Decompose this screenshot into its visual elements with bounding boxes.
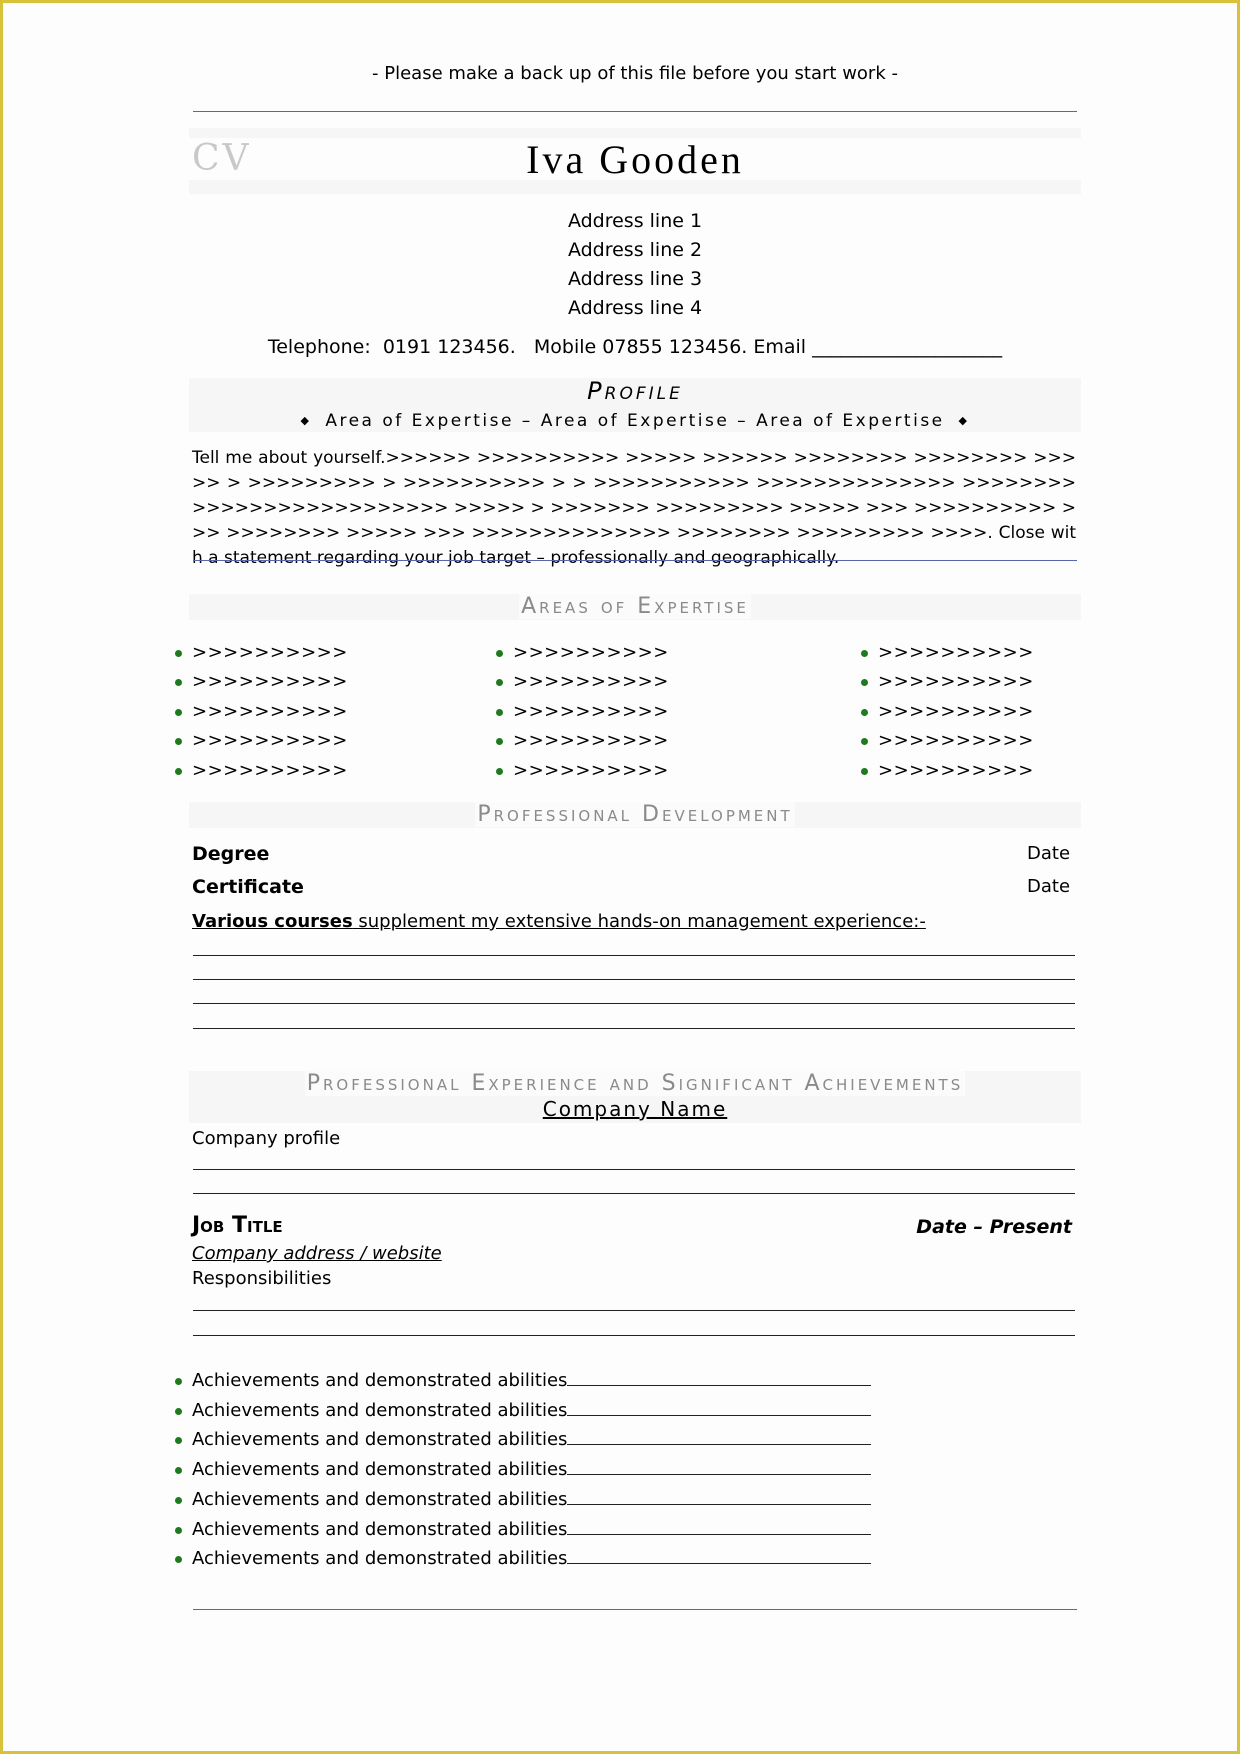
blank-line: [193, 1193, 1075, 1194]
expertise-item: >>>>>>>>>>: [192, 701, 348, 722]
expertise-item: >>>>>>>>>>: [878, 642, 1034, 663]
cv-label: CV: [192, 138, 252, 179]
diamond-icon-left: ◆: [300, 414, 312, 427]
courses-line: [192, 911, 926, 932]
diamond-icon-right: ◆: [958, 414, 970, 427]
address-block: [189, 207, 1081, 323]
expertise-item: >>>>>>>>>>: [513, 671, 669, 692]
company-name: Company Name: [542, 1097, 728, 1121]
profile-expertise-line: [189, 411, 1081, 431]
bullet-dot-icon: [175, 1378, 182, 1385]
bullet-dot-icon: [496, 650, 503, 657]
blank-line: [567, 1488, 871, 1505]
bullet-dot-icon: [175, 1467, 182, 1474]
expertise-item: >>>>>>>>>>: [513, 760, 669, 781]
bullet-dot-icon: [175, 768, 182, 775]
contact-line: Telephone: 0191 123456. Mobile 07855 123456. Email ____________________: [267, 336, 1003, 358]
achievement-text: Achievements and demonstrated abilities: [192, 1548, 568, 1570]
blank-line: [193, 1003, 1075, 1004]
bullet-dot-icon: [175, 709, 182, 716]
expertise-item: >>>>>>>>>>: [192, 760, 348, 781]
bullet-dot-icon: [175, 1437, 182, 1444]
areas-heading: Areas of Expertise: [521, 594, 749, 619]
address-line-1: Address line 1: [567, 210, 703, 232]
profile-text: Tell me about yourself.>>>>>> >>>>>>>>>> >>>>> >>>>>> >>>>>>>> >>>>>>>> >>>>> > >>>>>>>>> > >>>>>>>>>> > > >>>>>>>>>>> >>>>>>>>>>>>>> >>>>>>>>>>>>>>>>>>>>>>>>>> >>>>> > >>>>>>> >>>>>>>>> >>>>> >>> >>>>>>>>>> >>> >>>>>>>> >>>>> >>> >>>>>>>>>>>>>> >>>>>>>> >>>>>>>>> >>>>. Close with a statement regarding your job target – professionally and geographically.: [192, 448, 1076, 568]
degree-date: Date: [1027, 843, 1071, 864]
expertise-item: >>>>>>>>>>: [878, 701, 1034, 722]
bottom-rule: [193, 1609, 1077, 1610]
top-rule: [193, 111, 1077, 112]
blank-line: [567, 1547, 871, 1564]
blank-line: [193, 955, 1075, 956]
blank-line: [193, 1335, 1075, 1336]
degree-label: Degree: [192, 843, 270, 865]
expertise-item: >>>>>>>>>>: [513, 642, 669, 663]
expertise-item: >>>>>>>>>>: [192, 730, 348, 751]
development-heading-wrap: [189, 802, 1081, 827]
bullet-dot-icon: [861, 679, 868, 686]
expertise-item: >>>>>>>>>>: [513, 730, 669, 751]
achievement-item: [192, 1458, 871, 1480]
blank-line: [567, 1369, 871, 1386]
courses-rest: supplement my extensive hands-on management experience:-: [352, 911, 926, 932]
achievement-text: Achievements and demonstrated abilities: [192, 1429, 568, 1451]
blank-line: [193, 1310, 1075, 1311]
achievement-item: [192, 1369, 871, 1391]
bullet-dot-icon: [175, 679, 182, 686]
achievement-item: [192, 1399, 871, 1421]
bullet-dot-icon: [861, 738, 868, 745]
company-address: Company address / website: [192, 1243, 442, 1264]
bullet-dot-icon: [175, 738, 182, 745]
achievement-text: Achievements and demonstrated abilities: [192, 1399, 568, 1421]
achievement-text: Achievements and demonstrated abilities: [192, 1459, 568, 1481]
expertise-item: >>>>>>>>>>: [878, 760, 1034, 781]
expertise-item: >>>>>>>>>>: [513, 701, 669, 722]
bullet-dot-icon: [496, 679, 503, 686]
blank-line: [567, 1518, 871, 1535]
bullet-dot-icon: [496, 738, 503, 745]
bullet-dot-icon: [861, 709, 868, 716]
bullet-dot-icon: [175, 650, 182, 657]
development-heading: Professional Development: [477, 802, 793, 827]
courses-bold: Various courses: [192, 911, 353, 932]
expertise-item: >>>>>>>>>>: [192, 671, 348, 692]
bullet-dot-icon: [496, 768, 503, 775]
achievement-item: [192, 1428, 871, 1450]
candidate-name: Iva Gooden: [526, 137, 744, 182]
company-profile: Company profile: [192, 1128, 341, 1149]
address-line-2: Address line 2: [567, 239, 703, 261]
expertise-item: >>>>>>>>>>: [878, 671, 1034, 692]
certificate-label: Certificate: [192, 876, 304, 898]
achievement-text: Achievements and demonstrated abilities: [192, 1488, 568, 1510]
expertise-line-text: Area of Expertise – Area of Expertise – Area of Expertise: [325, 411, 945, 431]
profile-rule: [193, 560, 1077, 561]
bullet-dot-icon: [175, 1556, 182, 1563]
achievement-text: Achievements and demonstrated abilities: [192, 1370, 568, 1391]
bullet-dot-icon: [175, 1497, 182, 1504]
expertise-item: >>>>>>>>>>: [192, 642, 348, 663]
address-line-3: Address line 3: [567, 268, 703, 290]
address-line-4: Address line 4: [567, 297, 703, 319]
achievement-item: [192, 1488, 871, 1510]
bullet-dot-icon: [496, 709, 503, 716]
achievement-item: [192, 1547, 871, 1569]
bullet-dot-icon: [175, 1408, 182, 1415]
experience-heading: Professional Experience and Significant Achievements: [306, 1071, 964, 1096]
responsibilities: Responsibilities: [192, 1268, 332, 1289]
blank-line: [193, 1028, 1075, 1029]
achievement-item: [192, 1518, 871, 1540]
bullet-dot-icon: [175, 1527, 182, 1534]
bullet-dot-icon: [861, 650, 868, 657]
blank-line: [567, 1399, 871, 1416]
expertise-item: >>>>>>>>>>: [878, 730, 1034, 751]
areas-heading-wrap: [189, 594, 1081, 619]
certificate-date: Date: [1027, 876, 1071, 897]
blank-line: [193, 1169, 1075, 1170]
blank-line: [567, 1458, 871, 1475]
backup-notice: - Please make a back up of this file before you start work -: [372, 63, 898, 84]
bullet-dot-icon: [861, 768, 868, 775]
job-title: Job Title: [192, 1213, 283, 1238]
profile-heading: Profile: [587, 377, 683, 405]
blank-line: [193, 979, 1075, 980]
achievement-text: Achievements and demonstrated abilities: [192, 1518, 568, 1540]
experience-heading-wrap: [189, 1071, 1081, 1096]
date-range: Date – Present: [916, 1216, 1072, 1238]
blank-line: [567, 1428, 871, 1445]
